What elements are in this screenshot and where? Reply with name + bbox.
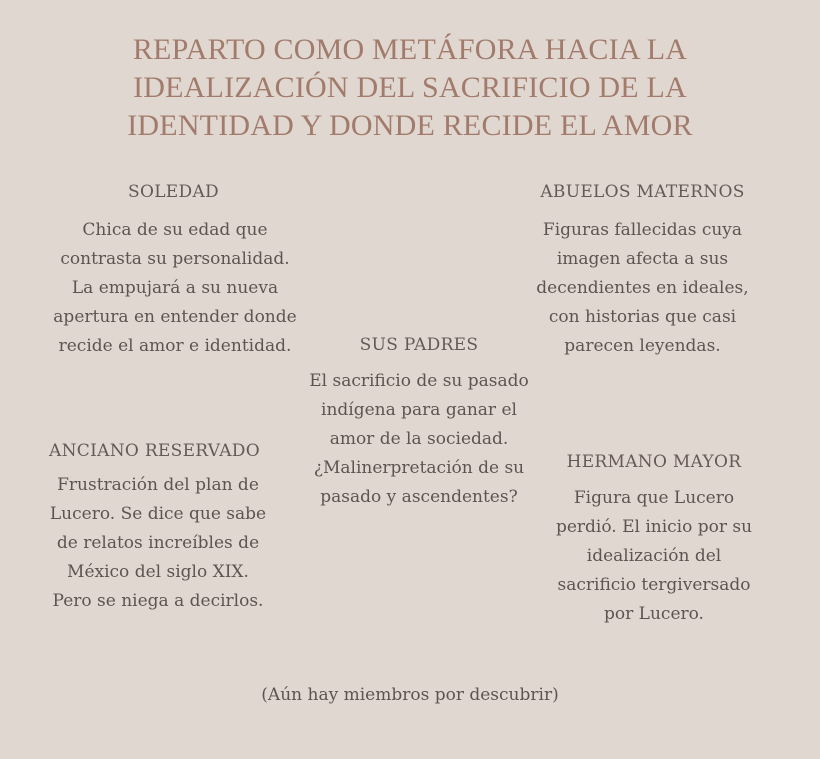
character-description (285, 367, 553, 512)
character-name: SOLEDAD (128, 182, 219, 202)
character-hermano-mayor (530, 451, 778, 629)
description-line: idealización del (586, 546, 722, 566)
description-line: de relatos increíbles de (56, 533, 260, 553)
character-anciano-reservado (28, 440, 288, 616)
character-name: ABUELOS MATERNOS (540, 182, 745, 202)
page-title (0, 31, 820, 145)
character-soledad (30, 181, 320, 361)
description-line: perdió. El inicio por su (555, 517, 753, 537)
description-line: con historias que casi (548, 307, 737, 327)
title-line: REPARTO COMO METÁFORA HACIA LA (132, 33, 688, 66)
description-line: recide el amor e identidad. (58, 336, 292, 356)
character-description (530, 484, 778, 629)
description-line: indígena para ganar el (321, 400, 517, 420)
description-line: Figuras fallecidas cuya (542, 220, 743, 240)
description-line: Lucero. Se dice que sabe (49, 504, 267, 524)
description-line: El sacrificio de su pasado (309, 371, 529, 391)
character-abuelos-maternos (515, 181, 770, 361)
description-line: apertura en entender donde (53, 307, 297, 327)
character-name: ANCIANO RESERVADO (49, 441, 260, 461)
title-line: IDEALIZACIÓN DEL SACRIFICIO DE LA (133, 71, 687, 104)
description-line: decendientes en ideales, (536, 278, 749, 298)
character-description (28, 471, 288, 616)
description-line: amor de la sociedad. (329, 429, 509, 449)
description-line: pasado y ascendentes? (320, 487, 518, 507)
description-line: por Lucero. (604, 604, 704, 624)
description-line: sacrificio tergiversado (557, 575, 751, 595)
description-line: Frustración del plan de (57, 475, 259, 495)
character-description (515, 216, 770, 361)
description-line: Pero se niega a decirlos. (52, 591, 264, 611)
description-line: contrasta su personalidad. (60, 249, 290, 269)
footer-note: (Aún hay miembros por descubrir) (261, 685, 559, 705)
description-line: México del siglo XIX. (67, 562, 249, 582)
description-line: imagen afecta a sus (556, 249, 729, 269)
description-line: Figura que Lucero (573, 488, 735, 508)
character-description (30, 216, 320, 361)
description-line: La empujará a su nueva (71, 278, 279, 298)
description-line: parecen leyendas. (564, 336, 721, 356)
title-line: IDENTIDAD Y DONDE RECIDE EL AMOR (127, 109, 693, 142)
character-name: SUS PADRES (359, 335, 479, 355)
character-name: HERMANO MAYOR (566, 452, 742, 472)
description-line: Chica de su edad que (82, 220, 268, 240)
character-sus-padres (285, 334, 553, 512)
description-line: ¿Malinerpretación de su (313, 458, 525, 478)
